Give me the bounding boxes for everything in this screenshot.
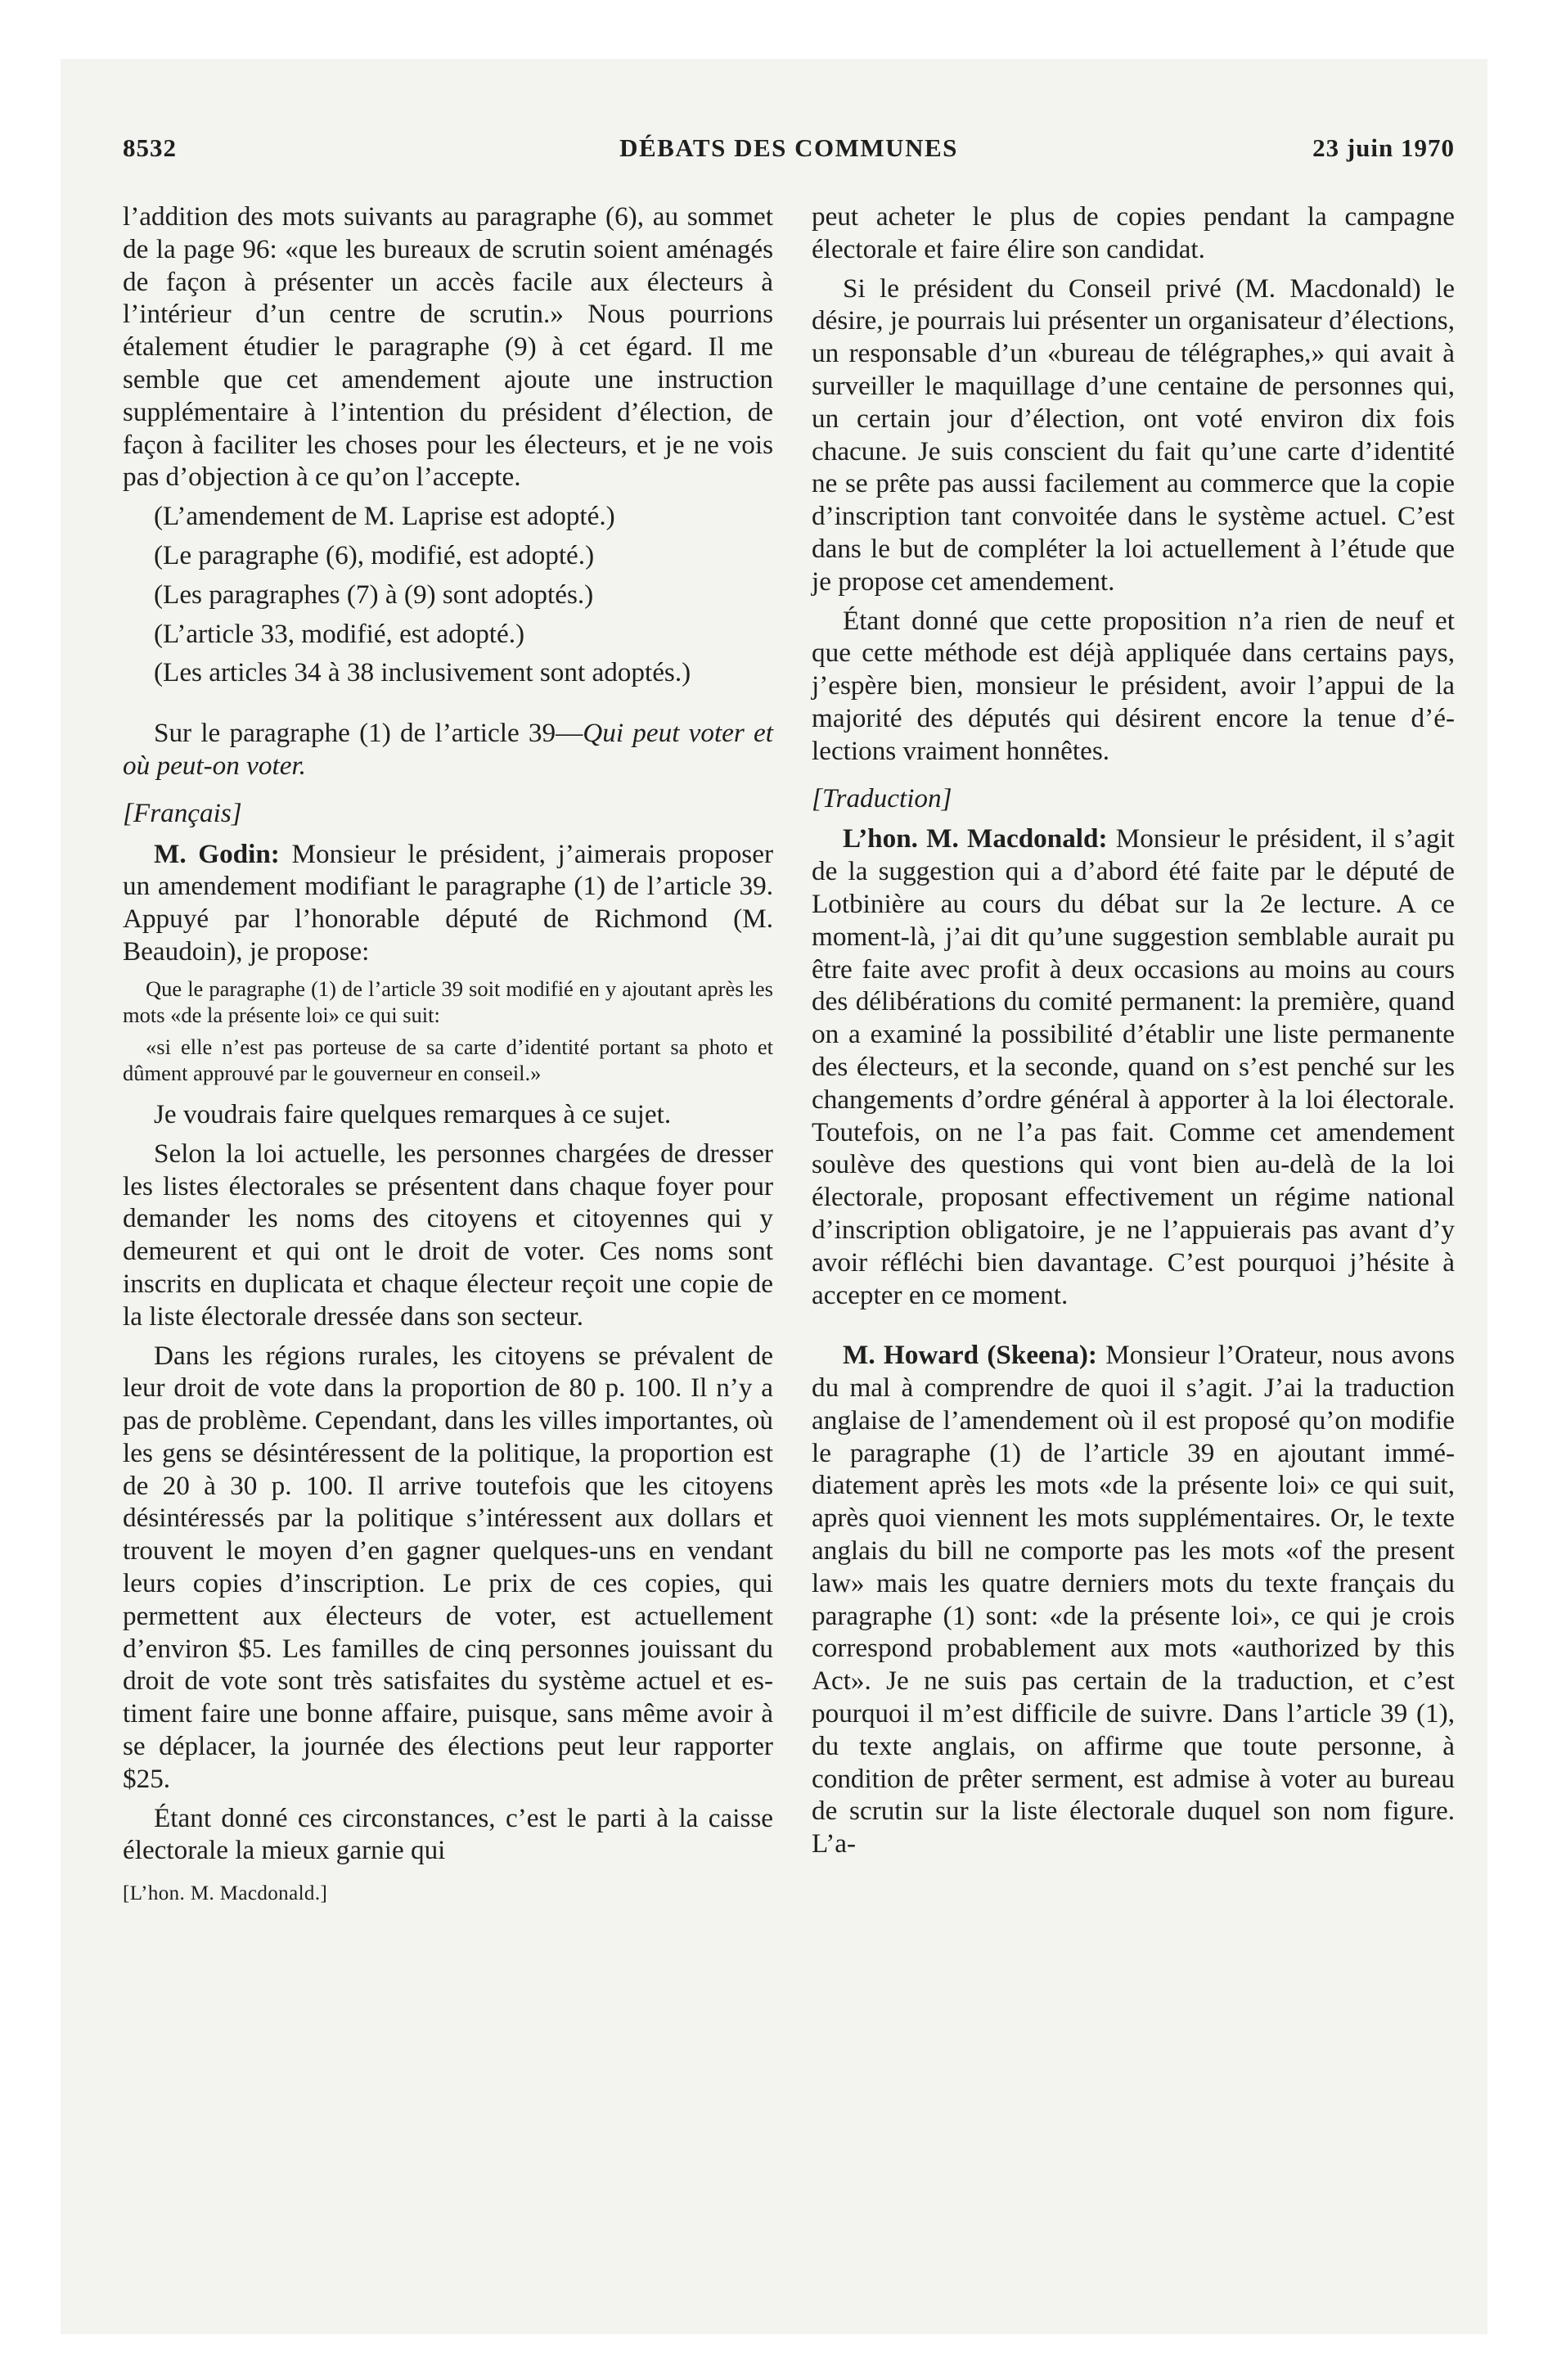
amendment-quote: Que le paragraphe (1) de l’article 39 soit modifié en y ajoutant après les mots «de la présente loi» ce qui suit: [123, 976, 773, 1027]
page-header [123, 133, 1455, 174]
right-column [812, 201, 1455, 1860]
speaker-name: L’hon. M. Macdonald: [843, 823, 1108, 854]
speaker-signoff: [L’hon. M. Macdonald.] [123, 1882, 328, 1905]
motion-line: (Le paragraphe (6), modifié, est adopté.) [154, 539, 595, 570]
paragraph: l’addition des mots suivants au paragraphe (6), au sommet de la page 96: «que les bureaux de scrutin soient aménagés de façon à présenter un accès facile aux électeurs à l’intérieur d’un centre de scrutin.» Nous pourrions étalement étudier le paragraphe (9) à cet égard. Il me semble que cet amendement ajoute une instruction supplémentaire à l’intention du président d’élection, de façon à faciliter les choses pour les électeurs, et je ne vois pas d’objection à ce qu’on l’accepte. [123, 201, 773, 493]
speech [812, 823, 1455, 1311]
speech-text: Monsieur l’Orateur, nous avons du mal à comprendre de quoi il s’agit. J’ai la traduction anglaise de l’amendement où il est proposé qu’on modifie le paragraphe (1) de l’article 39 en ajoutant immédiatement après les mots «de la présente loi» ce qui suit, après quoi viennent les mots supplémentaires. Or, le texte anglais du bill ne comporte pas les mots «of the present law» mais les quatre derniers mots du texte français du paragraphe (1) sont: «de la présente loi», ce qui je crois correspond probablement aux mots «authorized by this Act». Je ne suis pas certain de la traduction, et c’est pourquoi il m’est difficile de suivre. Dans l’article 39 (1), du texte anglais, on affirme que toute personne, à condition de prêter serment, est admise à voter au bureau de scrutin sur la liste électorale duquel son nom figure. L’a- [812, 1340, 1456, 1859]
paragraph: Selon la loi actuelle, les personnes chargées de dresser les listes électorales se présentent dans chaque foyer pour demander les noms des citoyens et citoyennes qui y demeurent et qui ont le droit de voter. Ces noms sont inscrits en duplicata et chaque électeur reçoit une copie de la liste électorale dressée dans son secteur. [123, 1138, 773, 1332]
motion-line: (Les paragraphes (7) à (9) sont adoptés.) [154, 579, 594, 610]
clause-intro: Sur le paragraphe (1) de l’article 39— [154, 718, 583, 749]
speech-text: Monsieur le président, j’aimerais proposer un amendement modifiant le paragraphe (1) de l’article 39. Appuyé par l’honorable député de Richmond (M. Beaudoin), je propose: [123, 838, 774, 967]
speech [123, 838, 773, 968]
speaker-name: M. Howard (Skeena): [843, 1340, 1097, 1371]
motion-line: (L’article 33, modifié, est adopté.) [154, 618, 525, 649]
clause-title: Qui peut voter et où peut-on voter. [123, 718, 773, 781]
paragraph: peut acheter le plus de copies pendant la campagne électorale et faire élire son candidat. [812, 201, 1455, 264]
speech [812, 1339, 1455, 1860]
page-number: 8532 [123, 133, 177, 162]
page-date: 23 juin 1970 [1312, 133, 1455, 162]
paragraph: Si le président du Conseil privé (M. Macdonald) le désire, je pourrais lui présenter un organisateur d’élections, un responsable d’un «bureau de télégraphes,» qui avait à surveiller le maquillage d’une centaine de personnes qui, un certain jour d’élection, ont voté environ dix fois chacune. Je suis conscient du fait qu’une carte d’identité ne se prête pas aussi facilement au commerce que la copie d’inscription tant convoitée dans le système actuel. C’est dans le but de compléter la loi actuellement à l’étude que je propose cet amendement. [812, 273, 1455, 597]
publication-title: DÉBATS DES COMMUNES [619, 133, 958, 162]
speaker-name: M. Godin: [154, 838, 280, 869]
left-column [123, 201, 773, 1906]
paragraph: Dans les régions rurales, les citoyens se prévalent de leur droit de vote dans la proportion de 80 p. 100. Il n’y a pas de problème. Cependant, dans les villes importantes, où les gens se désintéressent de la politique, la proportion est de 20 à 30 p. 100. Il arrive toutefois que les citoyens désintéressés par la politique s’intéressent aux dollars et trouvent le moyen d’en gagner quelques-uns en vendant leurs copies d’inscription. Le prix de ces copies, qui permettent aux électeurs de voter, est actuellement d’environ $5. Les familles de cinq personnes jouissant du droit de vote sont très satisfaites du système actuel et estiment faire une bonne affaire, puisque, sans même avoir à se déplacer, la journée des élections peut leur rapporter $25. [123, 1340, 773, 1794]
motion-line: (L’amendement de M. Laprise est adopté.) [154, 501, 615, 532]
amendment-quote: «si elle n’est pas porteuse de sa carte d’identité portant sa photo et dûment approuvé par le gouverneur en conseil.» [123, 1034, 773, 1086]
motion-line: (Les articles 34 à 38 inclusivement sont adoptés.) [154, 657, 691, 688]
speech-text: Monsieur le président, il s’agit de la suggestion qui a d’abord été faite par le député de Lotbinière au cours du débat sur la 2e lecture. A ce moment-là, j’ai dit qu’une suggestion semblable aurait pu être faite avec profit à deux occasions au moins au cours des délibérations du comité permanent: la première, quand on a examiné la possibilité d’établir une liste permanente des électeurs, et la seconde, quand on s’est penché sur les changements d’ordre général à apporter à la loi électorale. Toutefois, on ne l’a pas fait. Comme cet amendement soulève des questions qui vont bien au-delà de la loi électorale, proposant effectivement un régime national d’inscription obligatoire, je ne l’appuierais pas avant d’y avoir réfléchi bien davantage. C’est pourquoi j’hésite à accepter en ce moment. [812, 823, 1456, 1310]
paragraph: Étant donné que cette proposition n’a rien de neuf et que cette méthode est déjà appliquée dans certains pays, j’espère bien, monsieur le président, avoir l’appui de la majorité des députés qui désirent encore la tenue d’élections vraiment honnêtes. [812, 605, 1455, 766]
clause-heading [123, 717, 773, 782]
paragraph: Étant donné ces circonstances, c’est le parti à la caisse électorale la mieux garnie qui [123, 1802, 773, 1866]
language-label: [Français] [123, 797, 242, 828]
paragraph: Je voudrais faire quelques remarques à ce sujet. [154, 1098, 672, 1129]
language-label: [Traduction] [812, 782, 952, 814]
